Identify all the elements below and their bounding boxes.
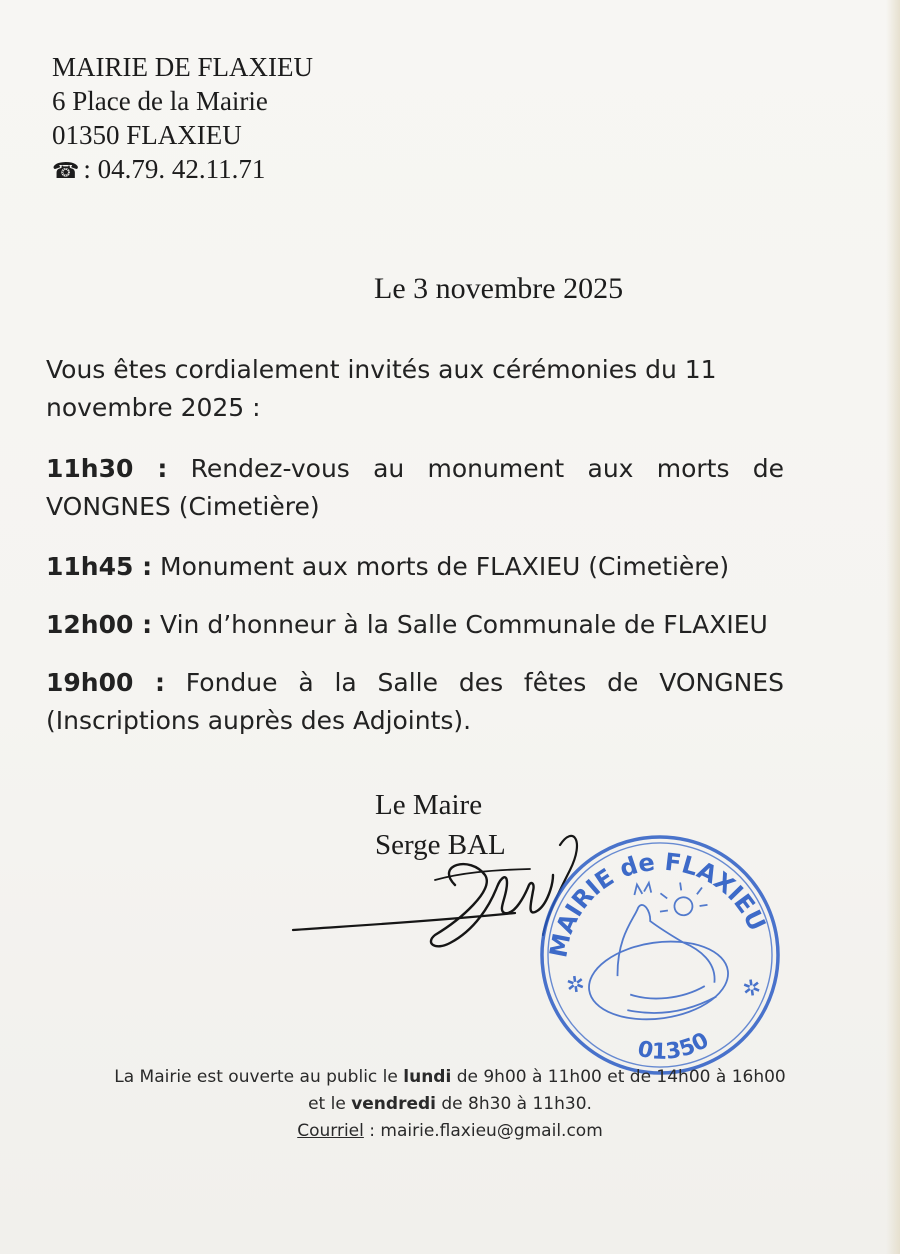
schedule-item	[46, 450, 784, 526]
day-monday: lundi	[403, 1067, 452, 1087]
schedule-text: Fondue à la Salle des fêtes de VONGNES	[185, 668, 784, 697]
star-icon: ✲	[740, 974, 763, 1002]
schedule-item	[46, 664, 784, 740]
email-label: Courriel	[297, 1121, 364, 1141]
signer-title: Le Maire	[375, 789, 483, 821]
address-line-2: 01350 FLAXIEU	[52, 120, 242, 150]
intro-line-1: Vous êtes cordialement invités aux cérémonies du 11	[46, 355, 717, 384]
letterhead	[52, 50, 313, 188]
phone-number: : 04.79. 42.11.71	[83, 154, 266, 184]
schedule-time: 11h30 :	[46, 454, 168, 483]
schedule-text: Rendez-vous au monument aux morts de	[190, 454, 784, 483]
schedule-text: Vin d’honneur à la Salle Communale de FLAXIEU	[160, 610, 768, 639]
schedule-line	[46, 664, 784, 702]
footer	[0, 1064, 900, 1145]
day-friday: vendredi	[351, 1094, 436, 1114]
schedule-item	[46, 548, 784, 586]
org-name: MAIRIE DE FLAXIEU	[52, 52, 313, 82]
star-icon: ✲	[564, 970, 587, 999]
opening-hours-line-1: La Mairie est ouverte au public le lundi de 9h00 à 11h00 et de 14h00 à 16h00	[114, 1067, 786, 1087]
official-stamp	[525, 820, 795, 1080]
telephone-icon: ☎	[52, 158, 80, 183]
schedule-time: 12h00 :	[46, 610, 153, 639]
schedule-item	[46, 606, 784, 644]
schedule-line	[46, 450, 784, 488]
phone-line	[52, 152, 313, 188]
schedule-text-continued: VONGNES (Cimetière)	[46, 492, 320, 521]
address-line-1: 6 Place de la Mairie	[52, 86, 268, 116]
schedule-time: 19h00 :	[46, 668, 165, 697]
stamp-bottom-text: 01350	[635, 1028, 714, 1065]
intro-paragraph	[46, 351, 784, 427]
schedule-text-continued: (Inscriptions auprès des Adjoints).	[46, 706, 472, 735]
intro-line-2: novembre 2025 :	[46, 393, 261, 422]
schedule-text: Monument aux morts de FLAXIEU (Cimetière)	[160, 552, 730, 581]
svg-text:01350	[632, 1027, 714, 1069]
schedule-time: 11h45 :	[46, 552, 153, 581]
opening-hours-line-2: et le vendredi de 8h30 à 11h30.	[308, 1094, 592, 1114]
letter-date: Le 3 novembre 2025	[374, 272, 624, 305]
stamp-top-text: MAIRIE de FLAXIEU	[544, 847, 772, 960]
email-line	[0, 1118, 900, 1145]
signer-name: Serge BAL	[375, 829, 506, 861]
email-address: : mairie.flaxieu@gmail.com	[363, 1121, 603, 1141]
